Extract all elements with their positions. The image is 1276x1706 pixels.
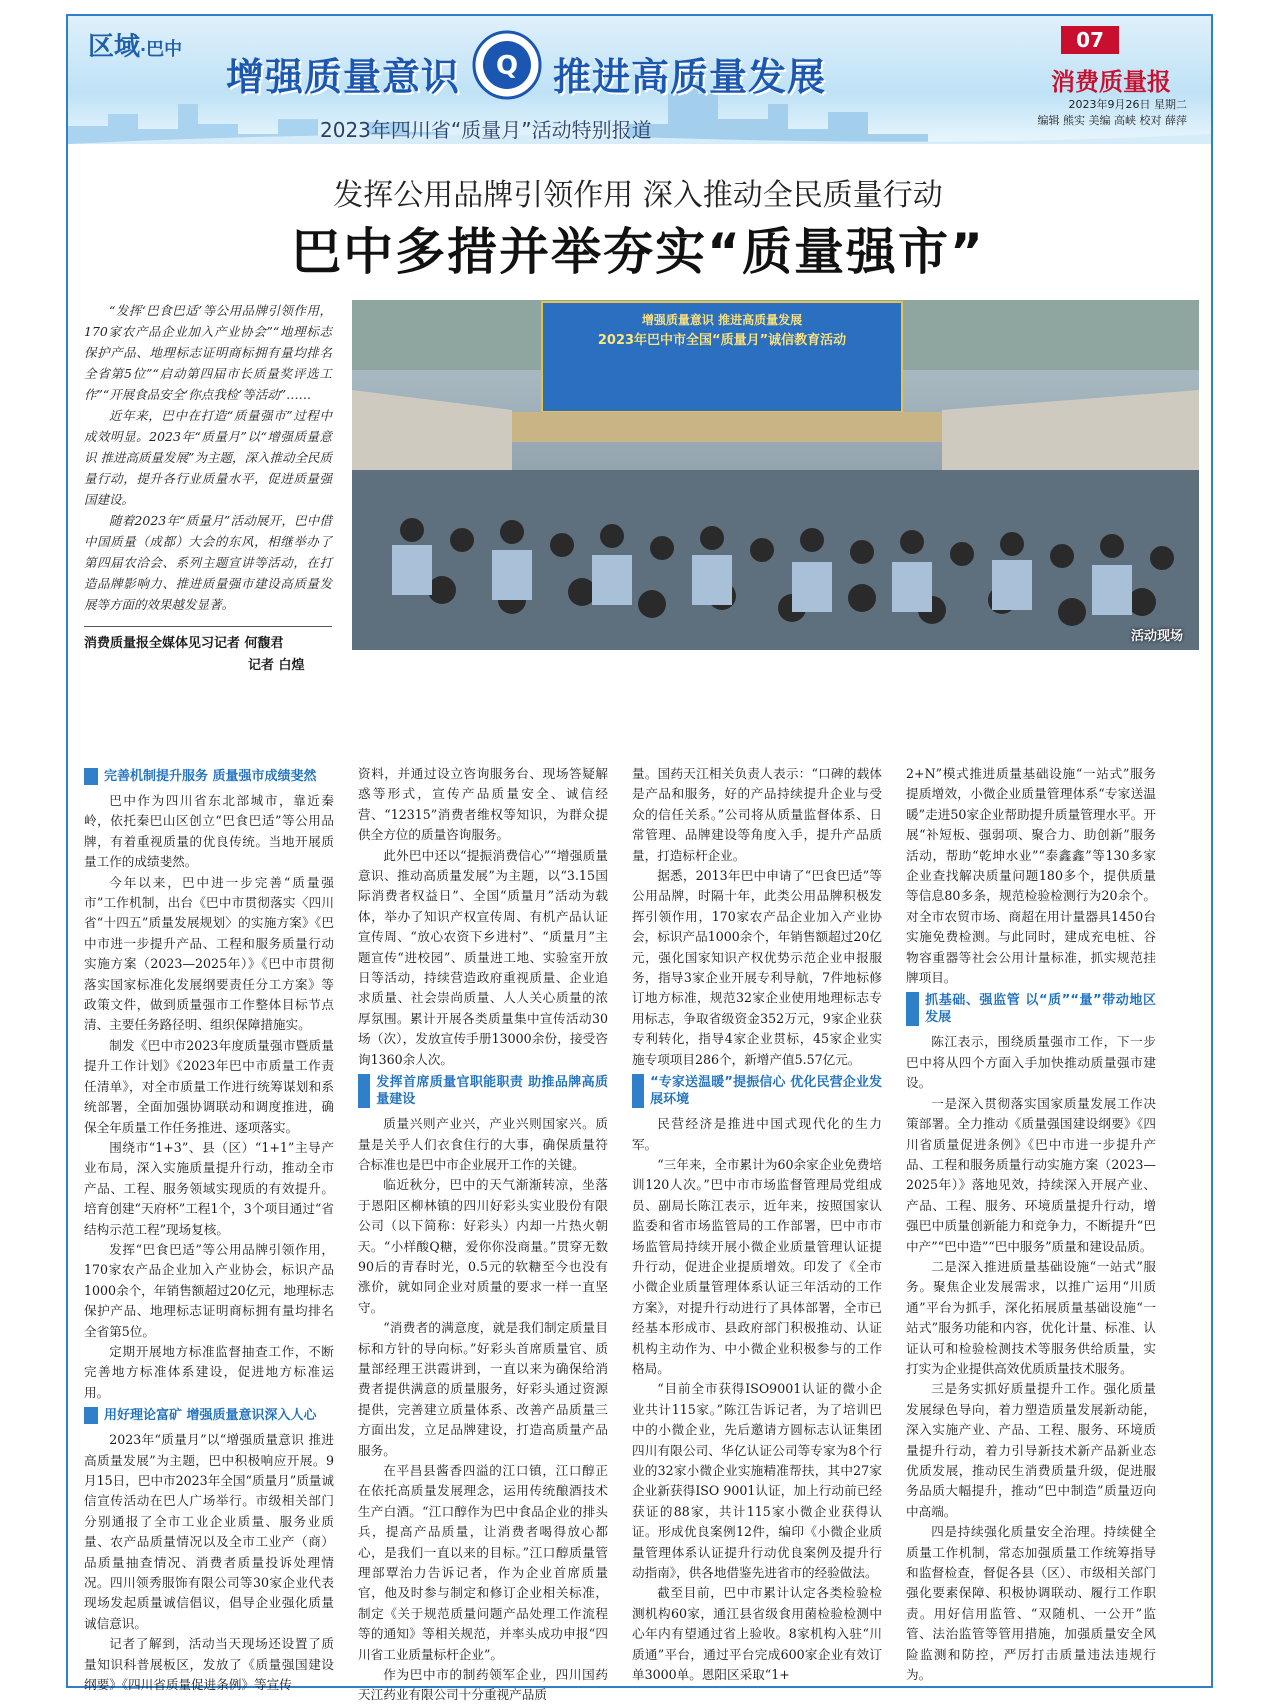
svg-text:Q: Q <box>495 51 519 81</box>
quality-month-emblem-icon <box>472 30 542 100</box>
body-paragraph: 定期开展地方标准监督抽查工作，不断完善地方标准体系建设，促进地方标准运用。 <box>84 1343 334 1400</box>
event-scene-illustration <box>352 300 1199 650</box>
body-paragraph: 民营经济是推进中国式现代化的生力军。 <box>632 1116 882 1152</box>
body-paragraph: “目前全市获得ISO9001认证的微小企业共计115家。”陈江告诉记者，为了培训巴中的小微企业，先后邀请方圆标志认证集团四川有限公司、华亿认证公司等专家为8个行业的32家小微企业实施精准帮扶，其中27家企业新获得ISO 9001认证，加上行动前已经获证的88家，共计115家小微企业获得认证。形成优良案例12件，编印《小微企业质量管理体系认证提升行动优良案例及提升行动指南》，供各地借鉴先进省市的经验做法。 <box>632 1381 882 1581</box>
headline-kicker: 发挥公用品牌引领作用 深入推动全民质量行动 <box>333 178 943 213</box>
body-paragraph: 质量兴则产业兴，产业兴则国家兴。质量是关乎人们衣食住行的大事，确保质量符合标准也是巴中市企业展开工作的关键。 <box>358 1116 608 1172</box>
body-paragraph: 2+N”模式推进质量基础设施“一站式”服务提质增效，小微企业质量管理体系“专家送温暖”走进50家企业帮助提升质量管理水平。开展“补短板、强弱项、聚合力、助创新”服务活动，帮助“乾坤水业”“泰鑫鑫”等130多家企业查找解决质量问题180多个，提供质量等信息80多条，规范检验检测行为20余个。对全市农贸市场、商超在用计量器具1450台实施免费检测。与此同时，建成充电桩、谷物容重器等社会公用计量标准，抓实规范挂牌项目。 <box>906 766 1156 986</box>
body-paragraph: 据悉，2013年巴中申请了“巴食巴适”等公用品牌，时隔十年，此类公用品牌积极发挥引领作用，170家农产品企业加入产业协会，标识产品1000余个，年销售额超过20亿元，强化国家知识产权优势示范企业申报服务，指导3家企业开展专利导航，7件地标修订地方标准，规范32家企业使用地理标志专用标志，争取省级资金352万元，9家企业获专利转化，指导4家企业贯标，45家企业实施专项项目286个，新增产值5.57亿元。 <box>632 868 882 1067</box>
body-paragraph: “三年来，全市累计为60余家企业免费培训120人次。”巴中市市场监督管理局党组成员、副局长陈江表示，近年来，按照国家认监委和省市场监管局的工作部署，巴中市市场监管局持续开展小微企业质量管理认证提升行动，促进企业提质增效。印发了《全市小微企业质量管理体系认证三年活动的工作方案》，对提升行动进行了具体部署，全市已经基本形成市、县政府部门积极推动、认证机构主动作为、中小微企业积极参与的工作格局。 <box>632 1156 882 1376</box>
article-column-1 <box>84 764 334 1695</box>
body-paragraph: 陈江表示，围绕质量强市工作，下一步巴中将从四个方面入手加快推动质量强市建设。 <box>906 1034 1156 1091</box>
subheading-accent-bar <box>906 992 919 1026</box>
page-number: 07 <box>1061 26 1119 54</box>
section-tag <box>88 26 182 63</box>
body-paragraph: “消费者的满意度，就是我们制定质量目标和方针的导向标。”好彩头首席质量官、质量部经理王洪霞讲到，一直以来为确保给消费者提供满意的质量服务，好彩头通过资源提供，完善建立质量体系、改善产品质量三方面出发，立足品牌建设，打造高质量产品服务。 <box>358 1320 608 1458</box>
article-column-3 <box>632 764 882 1685</box>
article-column-4 <box>906 764 1156 1685</box>
stage-slogan: 增强质量意识 推进高质量发展 <box>641 313 803 327</box>
page-header <box>68 16 1211 144</box>
subheading-accent-bar <box>632 1074 644 1108</box>
subheading-text: 完善机制提升服务 质量强市成绩斐然 <box>104 769 317 784</box>
body-paragraph: 一是深入贯彻落实国家质量发展工作决策部署。全力推动《质量强国建设纲要》《四川省质量促进条例》《巴中市进一步提升产品、工程和服务质量行动实施方案（2023—2025年）》落地见效，持续深入开展产业、产品、工程、服务、环境质量提升行动，增强巴中质量创新能力和竞争力，不断提升“巴中产”“巴中造”“巴中服务”质量和建设品质。 <box>906 1095 1156 1254</box>
section-subheading <box>84 1407 334 1424</box>
body-paragraph: 2023年“质量月”以“增强质量意识 推进高质量发展”为主题，巴中积极响应开展。9月15日，巴中市2023年全国“质量月”质量诚信宣传活动在巴人广场举行。市级相关部门分别通报了全市工业企业质量、服务业质量、农产品质量情况以及全市工业产（商）品质量抽查情况、消费者质量投诉处理情况。四川领秀服饰有限公司等30家企业代表现场发起质量诚信倡议，倡导企业强化质量诚信意识。 <box>84 1432 334 1631</box>
body-paragraph: 三是务实抓好质量提升工作。强化质量发展绿色导向，着力塑造质量发展新动能，深入实施产业、产品、工程、服务、环境质量提升行动，着力引导新技术新产品新业态优质发展，推动民生消费质量升级，促进服务品质大幅提升，推动“巴中制造”质量迈向中高端。 <box>906 1381 1156 1519</box>
body-paragraph: 发挥“巴食巴适”等公用品牌引领作用，170家农产品企业加入产业协会，标识产品1000余个，年销售额超过20亿元，地理标志保护产品、地理标志证明商标拥有量均排名全省第5位。 <box>84 1241 334 1339</box>
subheading-text: 抓基础、强监管 以“质”“量”带动地区发展 <box>925 993 1156 1026</box>
subheading-accent-bar <box>358 1074 370 1108</box>
body-paragraph: 量。国药天江相关负责人表示：“口碑的载体是产品和服务，好的产品持续提升企业与受众的信任关系。”公司将从质量监督体系、日常管理、品牌建设等角度入手，提升产品质量，打造标杆企业。 <box>632 766 882 863</box>
article-lead <box>84 300 332 615</box>
editor-credits: 编辑 熊实 美编 高峡 校对 薛萍 <box>1037 114 1187 127</box>
section-subheading <box>84 768 334 785</box>
separator-dot: · <box>140 40 147 59</box>
event-photo <box>352 300 1199 650</box>
body-paragraph: 今年以来，巴中进一步完善“质量强市”工作机制，出台《巴中市贯彻落实〈四川省“十四五”质量发展规划〉的实施方案》《巴中市进一步提升产品、工程和服务质量行动实施方案（2023—2025年）》《巴中市贯彻落实国家标准化发展纲要责任分工方案》等政策文件，做到质量强市工作整体目标节点清、主要任务路径明、组织保障措施实。 <box>84 874 334 1033</box>
banner-slogan-right: 推进高质量发展 <box>553 55 827 99</box>
body-paragraph: 截至目前，巴中市累计认定各类检验检测机构60家，通江县省级食用菌检验检测中心年内有望通过省上验收。8家机构入驻“川质通”平台，通过平台完成600家企业有效订单3000单。恩阳区采取“1+ <box>632 1585 882 1683</box>
section-subheading <box>906 992 1156 1026</box>
body-paragraph: 临近秋分，巴中的天气渐渐转凉，坐落于恩阳区柳林镇的四川好彩头实业股份有限公司（以下简称：好彩头）内却一片热火朝天。“小样酸Q糖，爱你你没商量。”贯穿无数90后的青春时光，0.5元的软糖至今也没有涨价，就如同企业对质量的要求一样一直坚守。 <box>358 1177 608 1315</box>
main-headline: 巴中多措并举夯实“质量强市” <box>291 223 985 281</box>
region-name: 巴中 <box>146 39 183 60</box>
byline-reporter-2: 记者 白煌 <box>248 658 305 673</box>
body-paragraph: 巴中作为四川省东北部城市，靠近秦岭，依托秦巴山区创立“巴食巴适”等公用品牌，有着重视质量的优良传统。当地开展质量工作的成绩斐然。 <box>84 793 334 870</box>
lead-paragraph: 随着2023年“质量月”活动展开，巴中借中国质量（成都）大会的东风，相继举办了第四届农洽会、系列主题宣讲等活动，在打造品牌影响力、推进质量强市建设高质量发展等方面的效果越发显著。 <box>84 513 332 612</box>
body-paragraph: 制发《巴中市2023年度质量强市暨质量提升工作计划》《2023年巴中市质量工作责任清单》，对全市质量工作进行统筹谋划和系统部署，全面加强协调联动和调度推进，确保全年质量工作任务推进、逐项落实。 <box>84 1037 334 1135</box>
stage-event-title: 2023年巴中市全国“质量月”诚信教育活动 <box>597 333 847 348</box>
body-paragraph: 二是深入推进质量基础设施“一站式”服务。聚焦企业发展需求，以推广运用“川质通”平台为抓手，深化拓展质量基础设施“一站式”服务功能和内容，优化计量、标准、认证认可和检验检测技术等服务供给质量，实打实为企业提供高效优质质量技术服务。 <box>906 1258 1156 1376</box>
article-column-2 <box>358 764 608 1706</box>
byline-divider <box>84 626 332 627</box>
body-paragraph: 记者了解到，活动当天现场还设置了质量知识科普展板区，发放了《质量强国建设纲要》《四川省质量促进条例》等宣传 <box>84 1636 334 1693</box>
body-paragraph: 资料，并通过设立咨询服务台、现场答疑解惑等形式，宣传产品质量安全、诚信经营、“12315”消费者维权等知识，为群众提供全方位的质量咨询服务。 <box>358 766 608 843</box>
subheading-text: “专家送温暖”提振信心 优化民营企业发展环境 <box>650 1075 882 1108</box>
byline-reporter: 消费质量报全媒体见习记者 何馥君 <box>84 636 284 651</box>
section-subheading <box>358 1074 608 1108</box>
section-name: 区域 <box>88 32 141 62</box>
lead-paragraph: “发挥‘巴食巴适’等公用品牌引领作用，170家农产品企业加入产业协会”“地理标志保护产品、地理标志证明商标拥有量均排名全省第5位”“启动第四届市长质量奖评选工作”“开展食品安全‘你点我检’等活动”…… <box>84 303 332 402</box>
subheading-text: 发挥首席质量官职能职责 助推品牌高质量建设 <box>376 1075 608 1108</box>
newspaper-name: 消费质量报 <box>1051 68 1171 96</box>
subheading-accent-bar <box>84 768 98 785</box>
body-paragraph: 作为巴中市的制药领军企业，四川国药天江药业有限公司十分重视产品质 <box>358 1667 608 1703</box>
special-report-subtitle: 2023年四川省“质量月”活动特别报道 <box>320 118 652 142</box>
subheading-accent-bar <box>84 1407 98 1424</box>
section-subheading <box>632 1074 882 1108</box>
lead-paragraph: 近年来，巴中在打造“质量强市”过程中成效明显。2023年“质量月”以“增强质量意识 推进高质量发展”为主题，深入推动全民质量行动，提升各行业质量水平，促进质量强国建设。 <box>84 408 332 507</box>
body-paragraph: 四是持续强化质量安全治理。持续健全质量工作机制，常态加强质量工作统筹指导和监督检查，督促各县（区）、市级相关部门强化要素保障、积极协调联动、履行工作职责。用好信用监管、“双随机、一公开”监管、法治监管等管用措施，加强质量安全风险监测和防控，严厉打击质量违法违规行为。 <box>906 1524 1156 1683</box>
body-paragraph: 在平昌县酱香四溢的江口镇，江口醇正在依托高质量发展理念，运用传统酿酒技术生产白酒。“江口醇作为巴中食品企业的排头兵，提高产品质量，让消费者喝得放心都心，是我们一直以来的目标。”江口醇质量管理部覃治力告诉记者，作为企业首席质量官，他及时参与制定和修订企业相关标准，制定《关于规范质量问题产品处理工作流程等的通知》等相关规范，并率头成功申报“四川省工业质量标杆企业”。 <box>358 1463 608 1662</box>
issue-date: 2023年9月26日 星期二 <box>1068 98 1187 111</box>
body-paragraph: 围绕市“1+3”、县（区）“1+1”主导产业布局，深入实施质量提升行动，推动全市产品、工程、服务领域实现质的有效提升。培育创建“天府杯”工程1个，3个项目通过“省结构示范工程”现场复核。 <box>84 1139 334 1237</box>
banner-slogan-left: 增强质量意识 <box>226 55 461 99</box>
subheading-text: 用好理论富矿 增强质量意识深入人心 <box>104 1408 317 1424</box>
photo-caption: 活动现场 <box>1130 629 1183 644</box>
body-paragraph: 此外巴中还以“提振消费信心”“增强质量意识、推动高质量发展”为主题，以“3.15国际消费者权益日”、全国“质量月”活动为载体，举办了知识产权宣传周、有机产品认证宣传周、“放心农资下乡进村”、“质量月”主题宣传“进校园”、质量进工地、实验室开放日等活动，持续营造政府重视质量、企业追求质量、社会崇尚质量、人人关心质量的浓厚氛围。累计开展各类质量集中宣传活动30场（次），发放宣传手册13000余份，接受咨询1360余人次。 <box>358 847 608 1067</box>
